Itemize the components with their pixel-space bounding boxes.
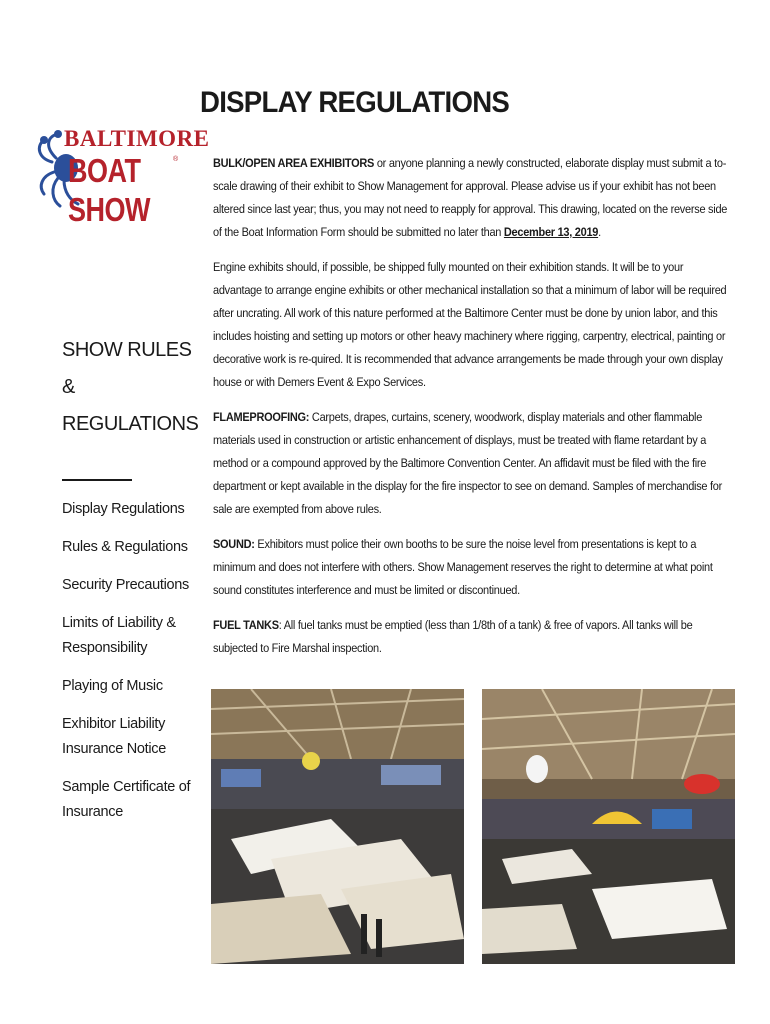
paragraph-text: Engine exhibits should, if possible, be shipped fully mounted on their exhibition stands. It will be to your advantage to arrange engine exhibits or other mechanical installation so that a minimum of labor will be required after uncrating. All work of this nature performed at the Baltimore Center must be done by union labor, and this includes hoisting and setting up motors or other heavy machinery where rigging, carpentry, electrical, painting or decorative work is re-quired. It is recommended that advance arrangements be made through your own display house or with Demers Event & Expo Services. [213,260,727,389]
sidebar-link-display-regulations[interactable] [62,497,192,522]
baltimore-boat-show-logo [34,126,210,229]
logo-text-bottom: BOAT SHOW [68,152,150,229]
paragraph-text: or anyone planning a newly constructed, elaborate display must submit a to-scale drawing of their exhibit to Show Management for approval. Please advise us if your exhibit has not been altered since last year; thus, you may not need to reapply for approval. This drawing, located on the reverse side of the Boat Information Form should be submitted no later than [213,156,728,239]
sidebar-link-text: Playing of Music [62,678,163,694]
sidebar-link-text: Insurance [62,804,123,820]
registered-mark: ® [173,156,179,163]
sidebar-link-text: Security Precautions [62,577,189,593]
paragraph-text: Exhibitors must police their own booths to be sure the noise level from presentations is kept to a minimum and does not interfere with others. Show Management reserves the right to determine at what point sound constitutes interference and must be limited or discontinued. [213,537,713,597]
sidebar-heading-line1: SHOW RULES [62,339,192,361]
sidebar-link-sample-certificate[interactable] [62,775,192,825]
sidebar-link-exhibitor-liability-insurance[interactable] [62,712,192,762]
sidebar-link-text: Limits of Liability & [62,615,176,631]
paragraph-fuel-tanks [213,614,731,660]
sidebar [62,332,199,838]
paragraph-text: : All fuel tanks must be emptied (less than 1/8th of a tank) & free of vapors. All tanks will be subjected to Fire Marshal inspection. [213,618,693,655]
page-title: DISPLAY REGULATIONS [200,86,510,119]
logo-text-top: BALTIMORE [64,126,210,151]
sidebar-link-text: Rules & Regulations [62,539,188,555]
paragraph-end: . [598,225,601,239]
paragraph-engine-exhibits [213,256,731,394]
sidebar-divider [62,479,132,481]
sidebar-link-text: Exhibitor Liability [62,716,166,732]
boat-show-photo-right [482,689,735,964]
paragraph-lead: FUEL TANKS [213,618,279,632]
paragraph-sound [213,533,731,602]
sidebar-link-text: Insurance Notice [62,741,167,757]
paragraph-bulk-exhibitors [213,152,731,244]
paragraph-lead: BULK/OPEN AREA EXHIBITORS [213,156,375,170]
paragraph-lead: FLAMEPROOFING: [213,410,310,424]
regulations-body [213,152,733,672]
paragraph-text: Carpets, drapes, curtains, scenery, woodwork, display materials and other flammable materials used in construction or artistic enhancement of displays, must be treated with flame retardant by a method or a compound approved by the Baltimore Convention Center. An affidavit must be filed with the fire department or kept available in the display for the fire inspector to see on demand. Samples of merchandise for sale are exempted from above rules. [213,410,723,516]
paragraph-flameproofing [213,406,731,521]
sidebar-heading-line3: REGULATIONS [62,413,199,435]
paragraph-lead: SOUND: [213,537,255,551]
sidebar-link-playing-of-music[interactable] [62,674,192,699]
sidebar-link-limits-of-liability[interactable] [62,611,192,661]
sidebar-link-text: Display Regulations [62,501,185,517]
sidebar-link-rules-regulations[interactable] [62,535,192,560]
sidebar-link-security-precautions[interactable] [62,573,192,598]
boat-show-photo-left [211,689,464,964]
sidebar-link-text: Sample Certificate of [62,779,191,795]
sidebar-link-text: Responsibility [62,640,148,656]
deadline-date: December 13, 2019 [503,225,599,239]
sidebar-heading-line2: & [62,376,75,398]
